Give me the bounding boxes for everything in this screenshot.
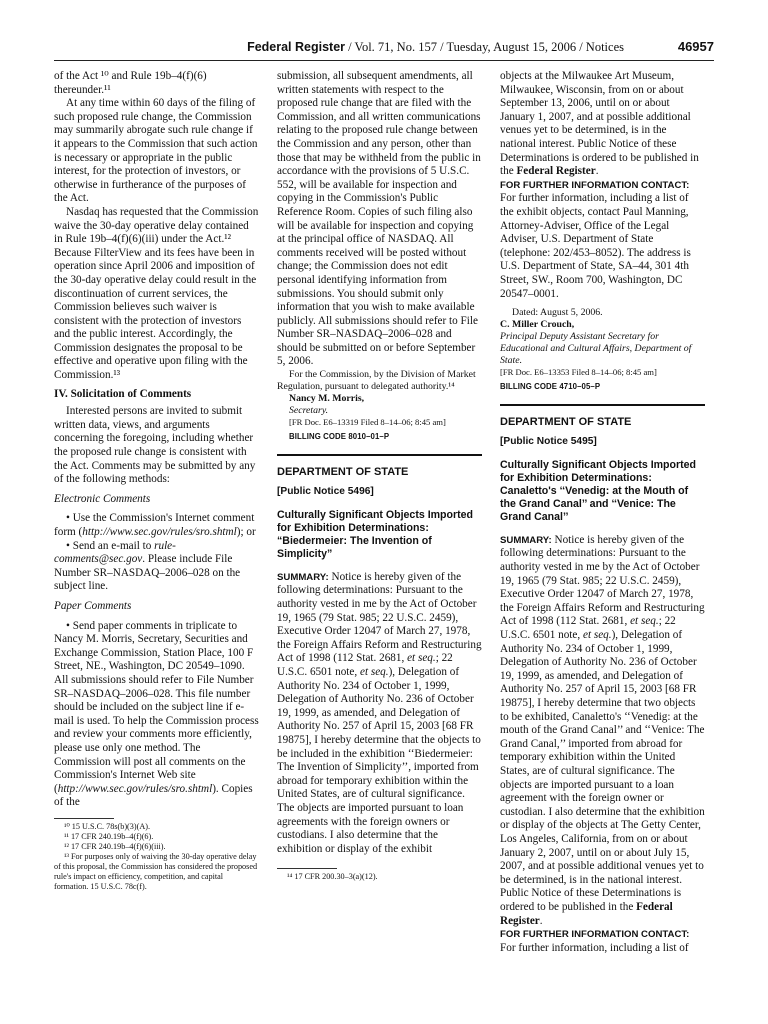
department-heading: DEPARTMENT OF STATE [277,465,409,478]
paragraph: At any time within 60 days of the filing of such proposed rule change, the Commission may summarily abrogate such rule change if it appears to the Commission that such action is necessary or appropriate in the public interest, for the protection of investors, or otherwise in furtherance of the purposes of the Act. [54,97,258,205]
summary-paragraph: SUMMARY: Notice is hereby given of the following determinations: Pursuant to the authority vested in me by the Act of October 19, 1965 (79 Stat. 985; 22 U.S.C. 2459), Executive Order 12047 of March 27, 1978, the Foreign Affairs Reform and Restructuring Act of 1998 (112 Stat. 2681, et seq.; 22 U.S.C. 6501 note, et seq.), Delegation of Authority No. 234 of October 1, 1999, Delegation of Authority No. 236 of October 19, 1999, as amended, and Delegation of Authority No. 257 of April 15, 2003 [68 FR 19875], I hereby determine that two objects to be exhibited, Canaletto's ‘‘Venedig: at the mouth of the Grand Canal’’ and ‘‘Venice: The Grand Canal,’’ imported from abroad for temporary exhibition within the United States, are of cultural significance. The objects are imported pursuant to a loan agreement with the foreign owner or custodian. I also determine that the exhibition or display of the objects at The Getty Center, Los Angeles, California, from on or about January 2, 2007, until on or about July 15, 2007, and at possible additional venues yet to be determined, is in the national interest. Public Notice of these Determinations is ordered to be published in the Federal Register. [500,533,705,927]
summary-paragraph: SUMMARY: Notice is hereby given of the following determinations: Pursuant to the authority vested in me by the Act of October 19, 1965 (79 Stat. 985; 22 U.S.C. 2459), Executive Order 12047 of March 27, 1978, the Foreign Affairs Reform and Restructuring Act of 1998 (112 Stat. 2681, et seq.; 22 U.S.C. 6501 note, et seq.), Delegation of Authority No. 234 of October 1, 1999, Delegation of Authority No. 236 of October 19, 1999, as amended, and Delegation of Authority No. 257 of April 15, 2003 [68 FR 19875], I hereby determine that the objects to be included in the exhibition ‘‘Biedermeier: The Invention of Simplicity’’, imported from abroad for temporary exhibition within the United States, are of cultural significance. The objects are imported pursuant to loan agreements with the foreign owners or custodians. I also determine that the exhibition or display of the exhibit [277,570,482,855]
page-header [54,40,714,58]
footnote: ¹³ For purposes only of waiving the 30-day operative delay of this proposal, the Commission has considered the proposed rule's impact on efficiency, competition, and capital formation. 15 U.S.C. 78c(f). [54,851,258,891]
list-item: • Send paper comments in triplicate to Nancy M. Morris, Secretary, Securities and Exchange Commission, Station Place, 100 F Street, NE., Washington, DC 20549–1090. [54,620,259,674]
document-title: Culturally Significant Objects Imported for Exhibition Determinations: Canaletto's ‘‘Venedig: at the Mouth of the Grand Canal’’ and ‘‘Venice: The Grand Canal’’ [500,458,697,523]
signer-title: Principal Deputy Assistant Secretary for Educational and Cultural Affairs, Department of State. [500,331,692,367]
column-1 [54,70,259,892]
header-title [247,40,624,55]
footnote: ¹⁴ 17 CFR 200.30–3(a)(12). [287,872,378,882]
paragraph: Interested persons are invited to submit written data, views, and arguments concerning the foregoing, including whether the proposed rule change is consistent with the Act. Comments may be submitted by any of the following methods: [54,405,256,486]
header-register: Federal Register [247,40,346,54]
footnote: ¹¹ 17 CFR 240.19b–4(f)(6). [64,831,154,841]
public-notice: [Public Notice 5496] [277,486,374,498]
paragraph: All submissions should refer to File Number SR–NASDAQ–2006–028. This file number should be included on the subject line if e-mail is used. To help the Commission process and review your comments more efficiently, please use only one method. The Commission will post all comments on the Commission's Internet Web site (http://www.sec.gov/rules/sro.shtml). Copies of the [54,673,259,809]
list-item: • Send an e-mail to rule-comments@sec.gov. Please include File Number SR–NASDAQ–2006–028 on the subject line. [54,540,259,594]
fr-doc-line: [FR Doc. E6–13319 Filed 8–14–06; 8:45 am] [289,417,446,428]
sec-url-link[interactable]: http://www.sec.gov/rules/sro.shtml [57,782,213,795]
paragraph: objects at the Milwaukee Art Museum, Milwaukee, Wisconsin, from on or about September 13, 2006, until on or about January 1, 2007, and at possible additional venues yet to be determined, is in the national interest. Public Notice of these Determinations is ordered to be published in the Federal Register. [500,70,699,178]
section-rule [500,404,705,406]
footnote-rule [54,818,114,819]
billing-code: BILLING CODE 8010–01–P [289,432,390,442]
paragraph: submission, all subsequent amendments, all written statements with respect to the proposed rule change that are filed with the Commission, and all written communications relating to the proposed rule change between the Commission and any person, other than those that may be withheld from the public in accordance with the provisions of 5 U.S.C. 552, will be available for inspection and copying in the Commission's Public Reference Room. Copies of such filing also will be available for inspection and copying at the principal office of NASDAQ. All comments received will be posted without change; the Commission does not edit personal identifying information from submissions. You should submit only information that you wish to make available publicly. All submissions should refer to File Number SR–NASDAQ–2006–028 and should be submitted on or before September 5, 2006. [277,70,481,368]
dated-line: Dated: August 5, 2006. [512,307,603,319]
department-heading: DEPARTMENT OF STATE [500,415,632,428]
paragraph: Nasdaq has requested that the Commission waive the 30-day operative delay contained in Rule 19b–4(f)(6)(iii) under the Act.¹² Because FilterView and its fees have been in operation since April 2006 and imposition of the 30-day operative delay could result in the discontinuation of current services, the Commission believes such waiver is consistent with the protection of investors and the public interest. Accordingly, the Commission designates the proposal to be effective and operative upon filing with the Commission.¹³ [54,205,259,382]
footnote-rule [277,868,337,869]
footnote: ¹⁰ 15 U.S.C. 78s(b)(3)(A). [64,821,151,831]
column-3 [500,70,705,955]
contact-paragraph: FOR FURTHER INFORMATION CONTACT: For further information, including a list of the exhibit objects, contact Paul Manning, Attorney-Adviser, Office of the Legal Adviser, U.S. Department of State (telephone: 202/453–8052). The address is U.S. Department of State, SA–44, 301 4th Street, SW., Room 700, Washington, DC 20547–0001. [500,179,691,300]
signer-name: Nancy M. Morris, [289,393,365,405]
footnote: ¹² 17 CFR 240.19b–4(f)(6)(iii). [64,841,166,851]
header-info: / Vol. 71, No. 157 / Tuesday, August 15, 2006 / Notices [345,40,624,54]
paragraph: of the Act ¹⁰ and Rule 19b–4(f)(6) thereunder.¹¹ [54,70,207,96]
column-2 [277,70,482,882]
signer-name: C. Miller Crouch, [500,319,575,331]
email-link[interactable]: rule-comments@sec.gov [54,539,176,566]
fr-doc-line: [FR Doc. E6–13353 Filed 8–14–06; 8:45 am] [500,367,657,378]
section-rule [277,454,482,456]
public-notice: [Public Notice 5495] [500,436,597,448]
billing-code: BILLING CODE 4710–05–P [500,382,601,392]
paragraph: For the Commission, by the Division of Market Regulation, pursuant to delegated authority.¹⁴ [277,369,476,393]
sec-url-link[interactable]: http://www.sec.gov/rules/sro.shtml [82,526,237,538]
document-title: Culturally Significant Objects Imported for Exhibition Determinations: “Biedermeier: The Invention of Simplicity” [277,508,474,560]
signer-title: Secretary. [289,405,329,417]
page-number: 46957 [677,39,714,54]
contact-paragraph: FOR FURTHER INFORMATION CONTACT: For further information, including a list of [500,929,690,954]
subheading: Paper Comments [54,599,132,612]
section-heading: IV. Solicitation of Comments [54,387,192,400]
subheading: Electronic Comments [54,492,151,505]
list-item: • Use the Commission's Internet comment form (http://www.sec.gov/rules/sro.shtml); or [54,512,259,539]
header-rule [54,60,714,61]
